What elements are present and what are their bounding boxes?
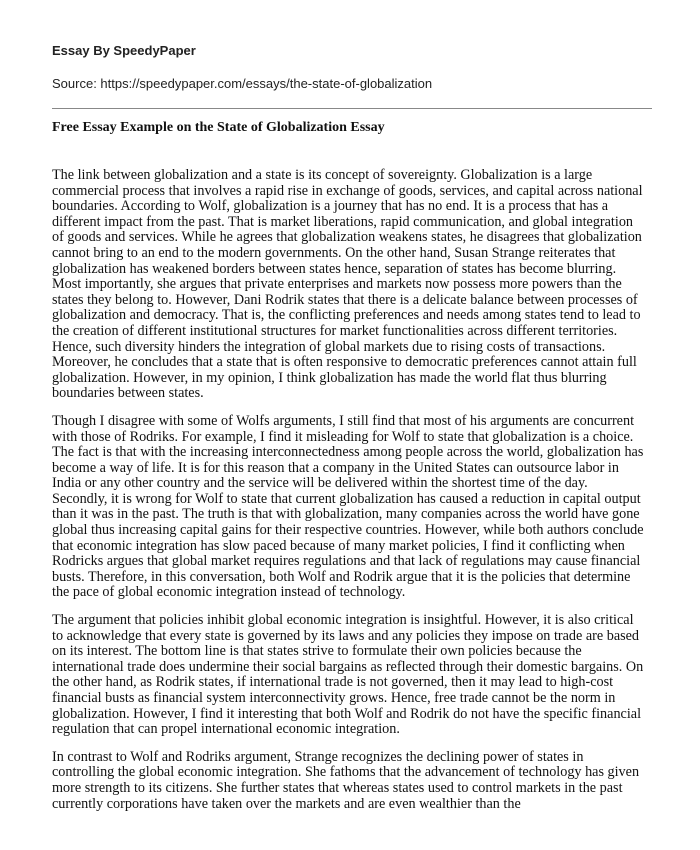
essay-paragraph-1: The link between globalization and a state is its concept of sovereignty. Globalization is a large commercial process that involves a rapid rise in exchange of goods, services, and capital across national boundaries. According to Wolf, globalization is a journey that has no end. It is a process that has a different impact from the past. That is market liberations, rapid communication, and global integration of goods and services. While he agrees that globalization weakens states, he disagrees that globalization cannot bring to an end to the modern governments. On the other hand, Susan Strange reiterates that globalization has weakened borders between states hence, separation of states has become blurring. Most importantly, she argues that private enterprises and markets now possess more powers than the states they belong to. However, Dani Rodrik states that there is a delicate balance between processes of globalization and democracy. That is, the conflicting preferences and needs among states tend to lead to the creation of different institutional structures for market functionalities across different territories. Hence, such diversity hinders the integration of global markets due to rising costs of transactions. Moreover, he concludes that a state that is often responsive to democratic preferences cannot attain full globalization. However, in my opinion, I think globalization has made the world flat thus blurring boundaries between states. [52, 167, 643, 402]
essay-paragraph-3: The argument that policies inhibit global economic integration is insightful. However, it is also critical to acknowledge that every state is governed by its laws and any policies they impose on trade are based on its interest. The bottom line is that states strive to formulate their own policies because the international trade does undermine their social bargains as reflected through their domestic bargains. On the other hand, as Rodrik states, if international trade is not governed, then it may lead to high-cost financial busts as financial system interconnectivity grows. Hence, free trade cannot be the norm in globalization. However, I find it interesting that both Wolf and Rodrik do not have the specific financial regulation that can propel international economic integration. [52, 612, 644, 738]
essay-paragraph-4: In contrast to Wolf and Rodriks argument, Strange recognizes the declining power of states in controlling the global economic integration. She fathoms that the advancement of technology has given more strength to its citizens. She further states that whereas states used to control markets in the past currently corporations have taken over the markets and are even wealthier than the [52, 748, 640, 812]
header-divider [52, 108, 652, 109]
essay-title: Free Essay Example on the State of Globalization Essay [52, 120, 385, 135]
source-line: Source: https://speedypaper.com/essays/the-state-of-globalization [52, 76, 433, 91]
document-header-title: Essay By SpeedyPaper [52, 43, 196, 58]
essay-paragraph-2: Though I disagree with some of Wolfs arguments, I still find that most of his arguments are concurrent with those of Rodriks. For example, I find it misleading for Wolf to state that globalization is a choice. The fact is that with the increasing interconnectedness among people across the world, globalization has become a way of life. It is for this reason that a company in the United States can outsource labor in India or any other country and the service will be delivered within the shortest time of the day. Secondly, it is wrong for Wolf to state that current globalization has caused a reduction in capital output than it was in the past. The truth is that with globalization, many companies across the world have gone global thus increasing capital gains for their respective countries. However, while both authors conclude that economic integration has slow paced because of many market policies, I find it conflicting when Rodricks argues that global market requires regulations and that lack of regulations may cause financial busts. Therefore, in this conversation, both Wolf and Rodrik argue that it is the policies that determine the pace of global economic integration instead of technology. [52, 412, 644, 601]
essay-body [52, 168, 644, 824]
